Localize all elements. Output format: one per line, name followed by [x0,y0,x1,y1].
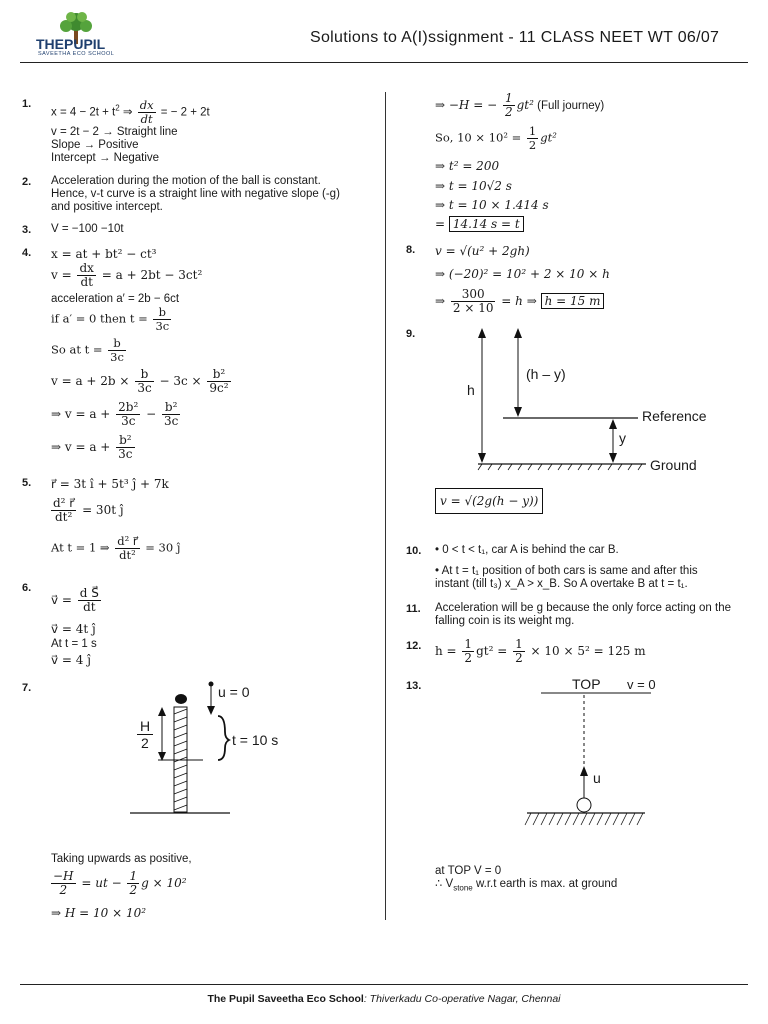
header-rule [20,62,748,63]
figure-label: Reference [642,408,707,424]
equation: h = $\frac{1}{2}$ gt² = $\frac{1}{2}$ × 10 × 5² = 125 m [435,637,646,665]
question-number: 11. [406,603,421,615]
column-divider [385,92,386,920]
logo-subtext: SAVEETHA ECO SCHOOL [38,51,115,57]
logo-text: THEPUPIL [36,36,106,52]
page-title: Solutions to A(I)ssignment - 11 CLASS NEET WT 06/07 [310,29,720,46]
equation: r⃗ = 3t î + 5t³ ĵ + 7k [51,477,169,491]
equation: At t = 1 ⇒ $\frac{\text{d² r⃗}}{\text{dt²}}$ = 30 ĵ [51,534,181,562]
answer-line: and positive intercept. [51,201,163,213]
figure-label: TOP [572,676,601,692]
question-number: 1. [22,98,32,110]
footer-rule [20,984,748,985]
school-logo [34,10,118,60]
answer-line: Intercept → Negative [51,152,160,164]
question-number: 10. [406,545,422,557]
equation: ⇒ t = 10√2 s [435,179,512,193]
equation: if a′ = 0 then t = $\frac{b}{3c}$ [51,305,170,333]
answer-line: Taking upwards as positive, [51,853,192,865]
answer-line: Acceleration during the motion of the ball is constant. [51,175,321,187]
page-footer: The Pupil Saveetha Eco School: Thiverkadu Co-operative Nagar, Chennai [207,993,561,1005]
question-number: 4. [22,247,32,259]
equation: ⇒ v = a + $\frac{\text{2b²}}{3c}$ − $\frac{\text{b²}}{3c}$ [51,400,179,428]
equation: So at t = $\frac{b}{3c}$ [51,336,124,364]
answer-line: at TOP V = 0 [435,865,502,877]
equation: ⇒ −H = − $\frac{1}{2}$ gt² (Full journey) [435,91,605,119]
equation: acceleration a′ = 2b − 6ct [51,293,180,305]
answer-line: V = −100 −10t [51,223,124,235]
equation: So, 10 × 10² = $\frac{1}{2}$ gt² [435,124,557,152]
equation: v⃗ = $\frac{\text{d S⃗}}{dt}$ [51,586,99,614]
figure-label: h [467,382,475,398]
question-number: 6. [22,582,32,594]
equation: v = a + 2b × $\frac{b}{3c}$ − 3c × $\frac{\text{b²}}{\text{9c²}}$ [51,367,229,395]
boxed-answer: 14.14 s = t [449,216,524,232]
figure-label: u [593,770,601,786]
figure-label: Ground [650,457,697,473]
answer-line: instant (till t₃) x_A > x_B. So A overtake B at t = t₁. [435,578,688,590]
answer-line: Slope → Positive [51,139,139,151]
answer-line: ∴ $V_{stone}$ w.r.t earth is max. at ground [435,878,618,893]
stone-diagram [515,688,665,830]
figure-label: H [140,718,151,734]
answer-line: Hence, v-t curve is a straight line with negative slope (-g) [51,188,340,200]
answer-line: v = 2t − 2 → Straight line [51,126,178,138]
figure-label: t = 10 s [232,732,279,748]
figure-label: y [619,430,626,446]
equation: ⇒ v = a + $\frac{\text{b²}}{3c}$ [51,433,133,461]
answer-line: • 0 < t < t₁, car A is behind the car B. [435,544,619,556]
answer-line: $x = 4 - 2t + t^2$ ⇒ $\frac{dx}{dt}$ = − 2 + 2t [51,98,210,126]
equation: v = $\frac{dx}{dt}$ = a + 2bt − 3ct² [51,261,203,289]
question-number: 8. [406,244,416,256]
boxed-answer: v = √(2g(h − y)) [435,488,543,514]
equation: = 14.14 s = t [435,217,524,231]
question-number: 2. [22,176,32,188]
question-number: 7. [22,682,32,694]
answer-line: falling coin is its weight mg. [435,615,575,627]
question-number: 3. [22,224,32,236]
equation: ⇒ t² = 200 [435,159,500,173]
equation: v⃗ = 4t ĵ [51,622,96,636]
equation: $\frac{-H}{2}$ = ut − $\frac{1}{2}$ g × 10² [53,869,187,897]
figure-label: (h – y) [526,366,566,382]
answer-line: At t = 1 s [51,638,97,650]
question-number: 9. [406,328,416,340]
answer-line: Acceleration will be g because the only force acting on the [435,602,731,614]
equation: v⃗ = 4 ĵ [51,653,91,667]
boxed-answer: h = 15 m [541,293,605,309]
figure-label: 2 [141,735,149,751]
answer-line: • At t = t₁ position of both cars is same and after this [435,565,698,577]
question-number: 12. [406,640,422,652]
equation: ⇒ H = 10 × 10² [51,906,147,920]
equation: x = at + bt² − ct³ [51,247,157,261]
question-number: 13. [406,680,422,692]
equation: ⇒ (−20)² = 10² + 2 × 10 × h [435,267,610,281]
equation: ⇒ t = 10 × 1.414 s [435,198,549,212]
equation: v = √(u² + 2gh) [435,244,530,258]
equation: $\frac{\text{d² r⃗}}{\text{dt²}}$ = 30t ĵ [53,496,124,524]
question-number: 5. [22,477,32,489]
equation: ⇒ $\frac{300}{2 \times 10}$ = h ⇒ h = 15 m [435,288,604,315]
figure-label: u = 0 [218,684,250,700]
reference-diagram [470,322,710,472]
figure-label: v = 0 [627,677,656,692]
